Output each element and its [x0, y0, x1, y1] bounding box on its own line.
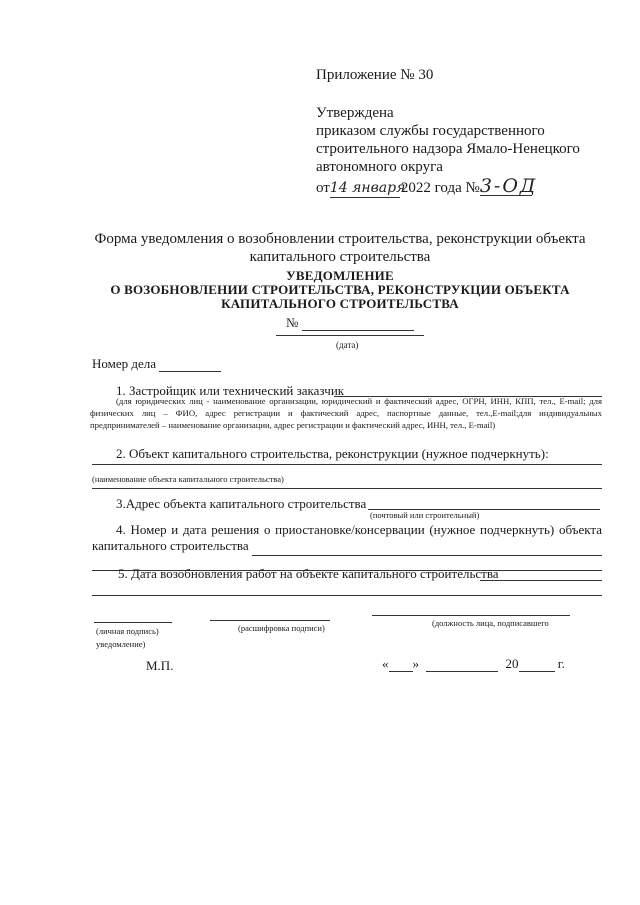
order-line-2: строительного надзора Ямало-Ненецкого [316, 141, 580, 157]
decoding-caption: (расшифровка подписи) [238, 623, 325, 633]
notice-number [286, 315, 414, 331]
item-5-line-1 [480, 580, 602, 581]
position-caption: (должность лица, подписавшего [432, 618, 549, 628]
heading-line-1: УВЕДОМЛЕНИЕ [286, 268, 394, 283]
item-4-label: 4. Номер и дата решения о приостановке/консервации (нужное подчеркнуть) объекта капитального строительства [92, 522, 602, 553]
form-title [90, 230, 590, 266]
order-date-line [316, 177, 580, 198]
date-prefix: от [316, 180, 330, 196]
position-line [372, 615, 570, 616]
form-title-line-2: капитального строительства [249, 249, 431, 265]
heading-line-3: КАПИТАЛЬНОГО СТРОИТЕЛЬСТВА [221, 296, 459, 311]
handwritten-date: 14 января [329, 180, 406, 196]
item-2-line-1 [92, 464, 602, 465]
item-4-line [252, 555, 602, 556]
year-suffix: г. [557, 656, 565, 671]
notice-heading [70, 269, 610, 311]
item-2-caption: (наименование объекта капитального строительства) [92, 474, 284, 484]
century: 20 [505, 656, 519, 671]
open-quote: « [382, 656, 389, 671]
item-2-label: 2. Объект капитального строительства, реконструкции (нужное подчеркнуть): [116, 446, 549, 461]
item-1-note: (для юридических лиц - наименование организации, юридический и фактический адрес, ОГРН, ИНН, КПП, тел., E-mail; для физических лиц – ФИО, адрес регистрации и фактический адрес, паспортные данные, тел.,E-mail;для индивидуальных предпринимателей – наименование организации, адрес регистрации и фактический адрес, ИНН, тел., E-mail) [90, 396, 602, 430]
approval-block [316, 66, 580, 198]
number-sign: № [286, 315, 299, 330]
heading-line-2: О ВОЗОБНОВЛЕНИИ СТРОИТЕЛЬСТВА, РЕКОНСТРУКЦИИ ОБЪЕКТА [110, 282, 570, 297]
case-number [92, 356, 221, 372]
decoding-line [210, 620, 330, 621]
item-3-caption: (почтовый или строительный) [370, 510, 480, 520]
case-number-label: Номер дела [92, 356, 157, 371]
personal-signature-line [94, 622, 172, 623]
date-caption: (дата) [336, 340, 359, 350]
number-blank [302, 315, 414, 331]
day-blank [389, 656, 413, 672]
year-text: 2022 года № [400, 180, 480, 196]
sign-date [382, 656, 565, 672]
appendix-number: Приложение № 30 [316, 67, 434, 83]
item-1-label: 1. Застройщик или технический заказчик [116, 383, 345, 398]
year-blank [519, 656, 555, 672]
order-line-3: автономного округа [316, 159, 443, 175]
personal-signature-caption [96, 626, 159, 649]
item-5-label: 5. Дата возобновления работ на объекте капитального строительства [118, 566, 499, 581]
form-title-line-1: Форма уведомления о возобновлении строительства, реконструкции объекта [94, 231, 586, 247]
close-quote: » [412, 656, 419, 671]
handwritten-order-number: 3-ОД [479, 175, 538, 197]
date-line [276, 335, 424, 336]
personal-signature-caption-2: уведомление) [96, 639, 146, 649]
item-2-line-2 [92, 488, 602, 489]
personal-signature-caption-1: (личная подпись) [96, 626, 159, 636]
stamp-label: М.П. [146, 658, 174, 673]
item-5-line-2 [92, 595, 602, 596]
month-blank [426, 656, 498, 672]
approved-label: Утверждена [316, 105, 394, 121]
order-line-1: приказом службы государственного [316, 123, 545, 139]
item-3-label: 3.Адрес объекта капитального строительства [116, 496, 367, 511]
case-number-blank [159, 356, 221, 372]
